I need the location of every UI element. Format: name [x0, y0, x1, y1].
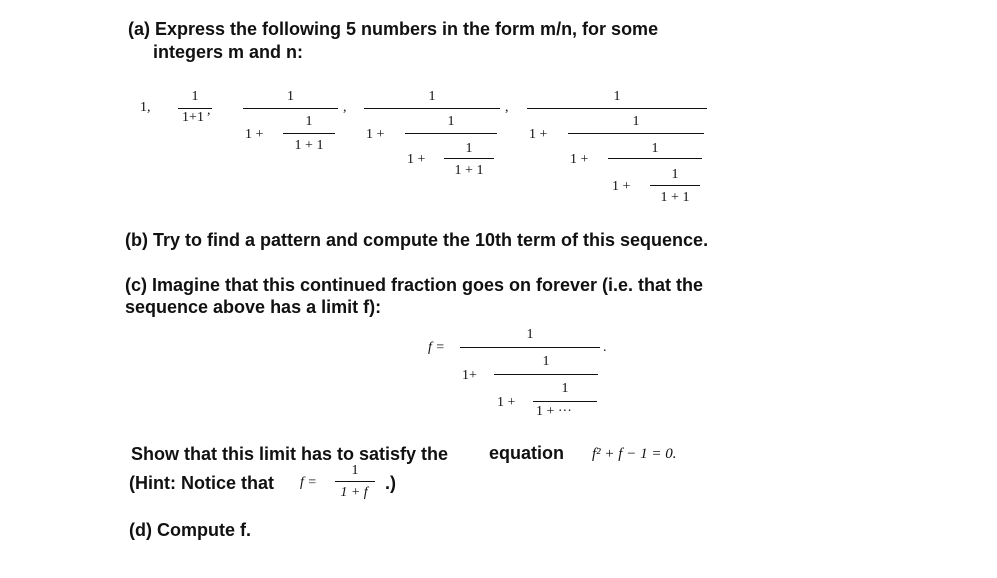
term-4-level2-bar: [405, 133, 497, 134]
term-4-numerator: 1: [428, 89, 436, 104]
term-5-one-plus-1: 1 +: [529, 127, 548, 142]
part-a-heading-continued: integers m and n:: [153, 42, 304, 62]
show-equation: f² + f − 1 = 0.: [592, 446, 677, 462]
limit-level3-bar: [533, 401, 597, 402]
limit-level2-bar: [494, 374, 598, 375]
term-5-level4-bar: [650, 185, 700, 186]
term-4-level3-bar: [444, 158, 494, 159]
limit-one-plus-2: 1 +: [497, 395, 516, 410]
term-4-level2-numerator: 1: [447, 114, 455, 129]
part-a-heading: (a) Express the following 5 numbers in the form m/n, for some: [128, 19, 659, 39]
hint-f-equals: f =: [300, 475, 317, 490]
term-3-inner-numerator: 1: [305, 114, 313, 129]
term-3-inner-bar: [283, 133, 335, 134]
term-5-numerator: 1: [613, 89, 621, 104]
term-4-one-plus-2: 1 +: [407, 152, 426, 167]
show-text: Show that this limit has to satisfy the: [131, 444, 449, 464]
hint-denominator: 1 + f: [340, 485, 368, 500]
part-d-text: (d) Compute f.: [129, 520, 251, 540]
term-4-comma: ,: [505, 100, 509, 115]
term-3-comma: ,: [343, 100, 347, 115]
hint-fraction-bar: [335, 481, 375, 482]
term-5-level3-bar: [608, 158, 702, 159]
term-3-numerator: 1: [287, 89, 294, 104]
part-c-text-continued: sequence above has a limit f):: [125, 297, 382, 317]
term-5-one-plus-3: 1 +: [612, 179, 631, 194]
term-4-level3-numerator: 1: [465, 141, 473, 156]
show-equation-word: equation: [489, 443, 564, 463]
term-2-comma: ,: [207, 103, 211, 118]
term-3-inner-denominator: 1 + 1: [294, 138, 324, 153]
limit-one-plus-1: 1+: [462, 368, 477, 383]
limit-period: .: [603, 340, 607, 355]
term-4-one-plus-1: 1 +: [366, 127, 385, 142]
term-5-level4-numerator: 1: [671, 167, 679, 182]
term-1: 1,: [140, 100, 151, 115]
term-3-one-plus: 1 +: [245, 127, 264, 142]
term-3-main-bar: [243, 108, 338, 109]
term-5-level4-denominator: 1 + 1: [660, 190, 690, 205]
term-5-one-plus-2: 1 +: [570, 152, 589, 167]
term-5-level2-bar: [568, 133, 704, 134]
part-c-text: (c) Imagine that this continued fraction goes on forever (i.e. that the: [125, 275, 704, 295]
term-2-denominator: 1+1: [182, 110, 204, 125]
term-5-main-bar: [527, 108, 707, 109]
term-5-level3-numerator: 1: [651, 141, 659, 156]
limit-level3-numerator: 1: [561, 381, 569, 396]
term-4-main-bar: [364, 108, 500, 109]
term-5-level2-numerator: 1: [632, 114, 640, 129]
hint-prefix: (Hint: Notice that: [129, 473, 274, 493]
term-2-numerator: 1: [191, 89, 199, 104]
limit-numerator: 1: [526, 327, 534, 342]
limit-tail: 1 + ···: [536, 404, 572, 419]
term-4-level3-denominator: 1 + 1: [454, 163, 484, 178]
limit-main-bar: [460, 347, 600, 348]
limit-f-equals: f =: [428, 340, 445, 355]
hint-suffix: .): [385, 473, 396, 493]
part-b-text: (b) Try to find a pattern and compute the 10th term of this sequence.: [125, 230, 709, 250]
limit-level2-numerator: 1: [542, 354, 550, 369]
hint-numerator: 1: [351, 463, 359, 478]
